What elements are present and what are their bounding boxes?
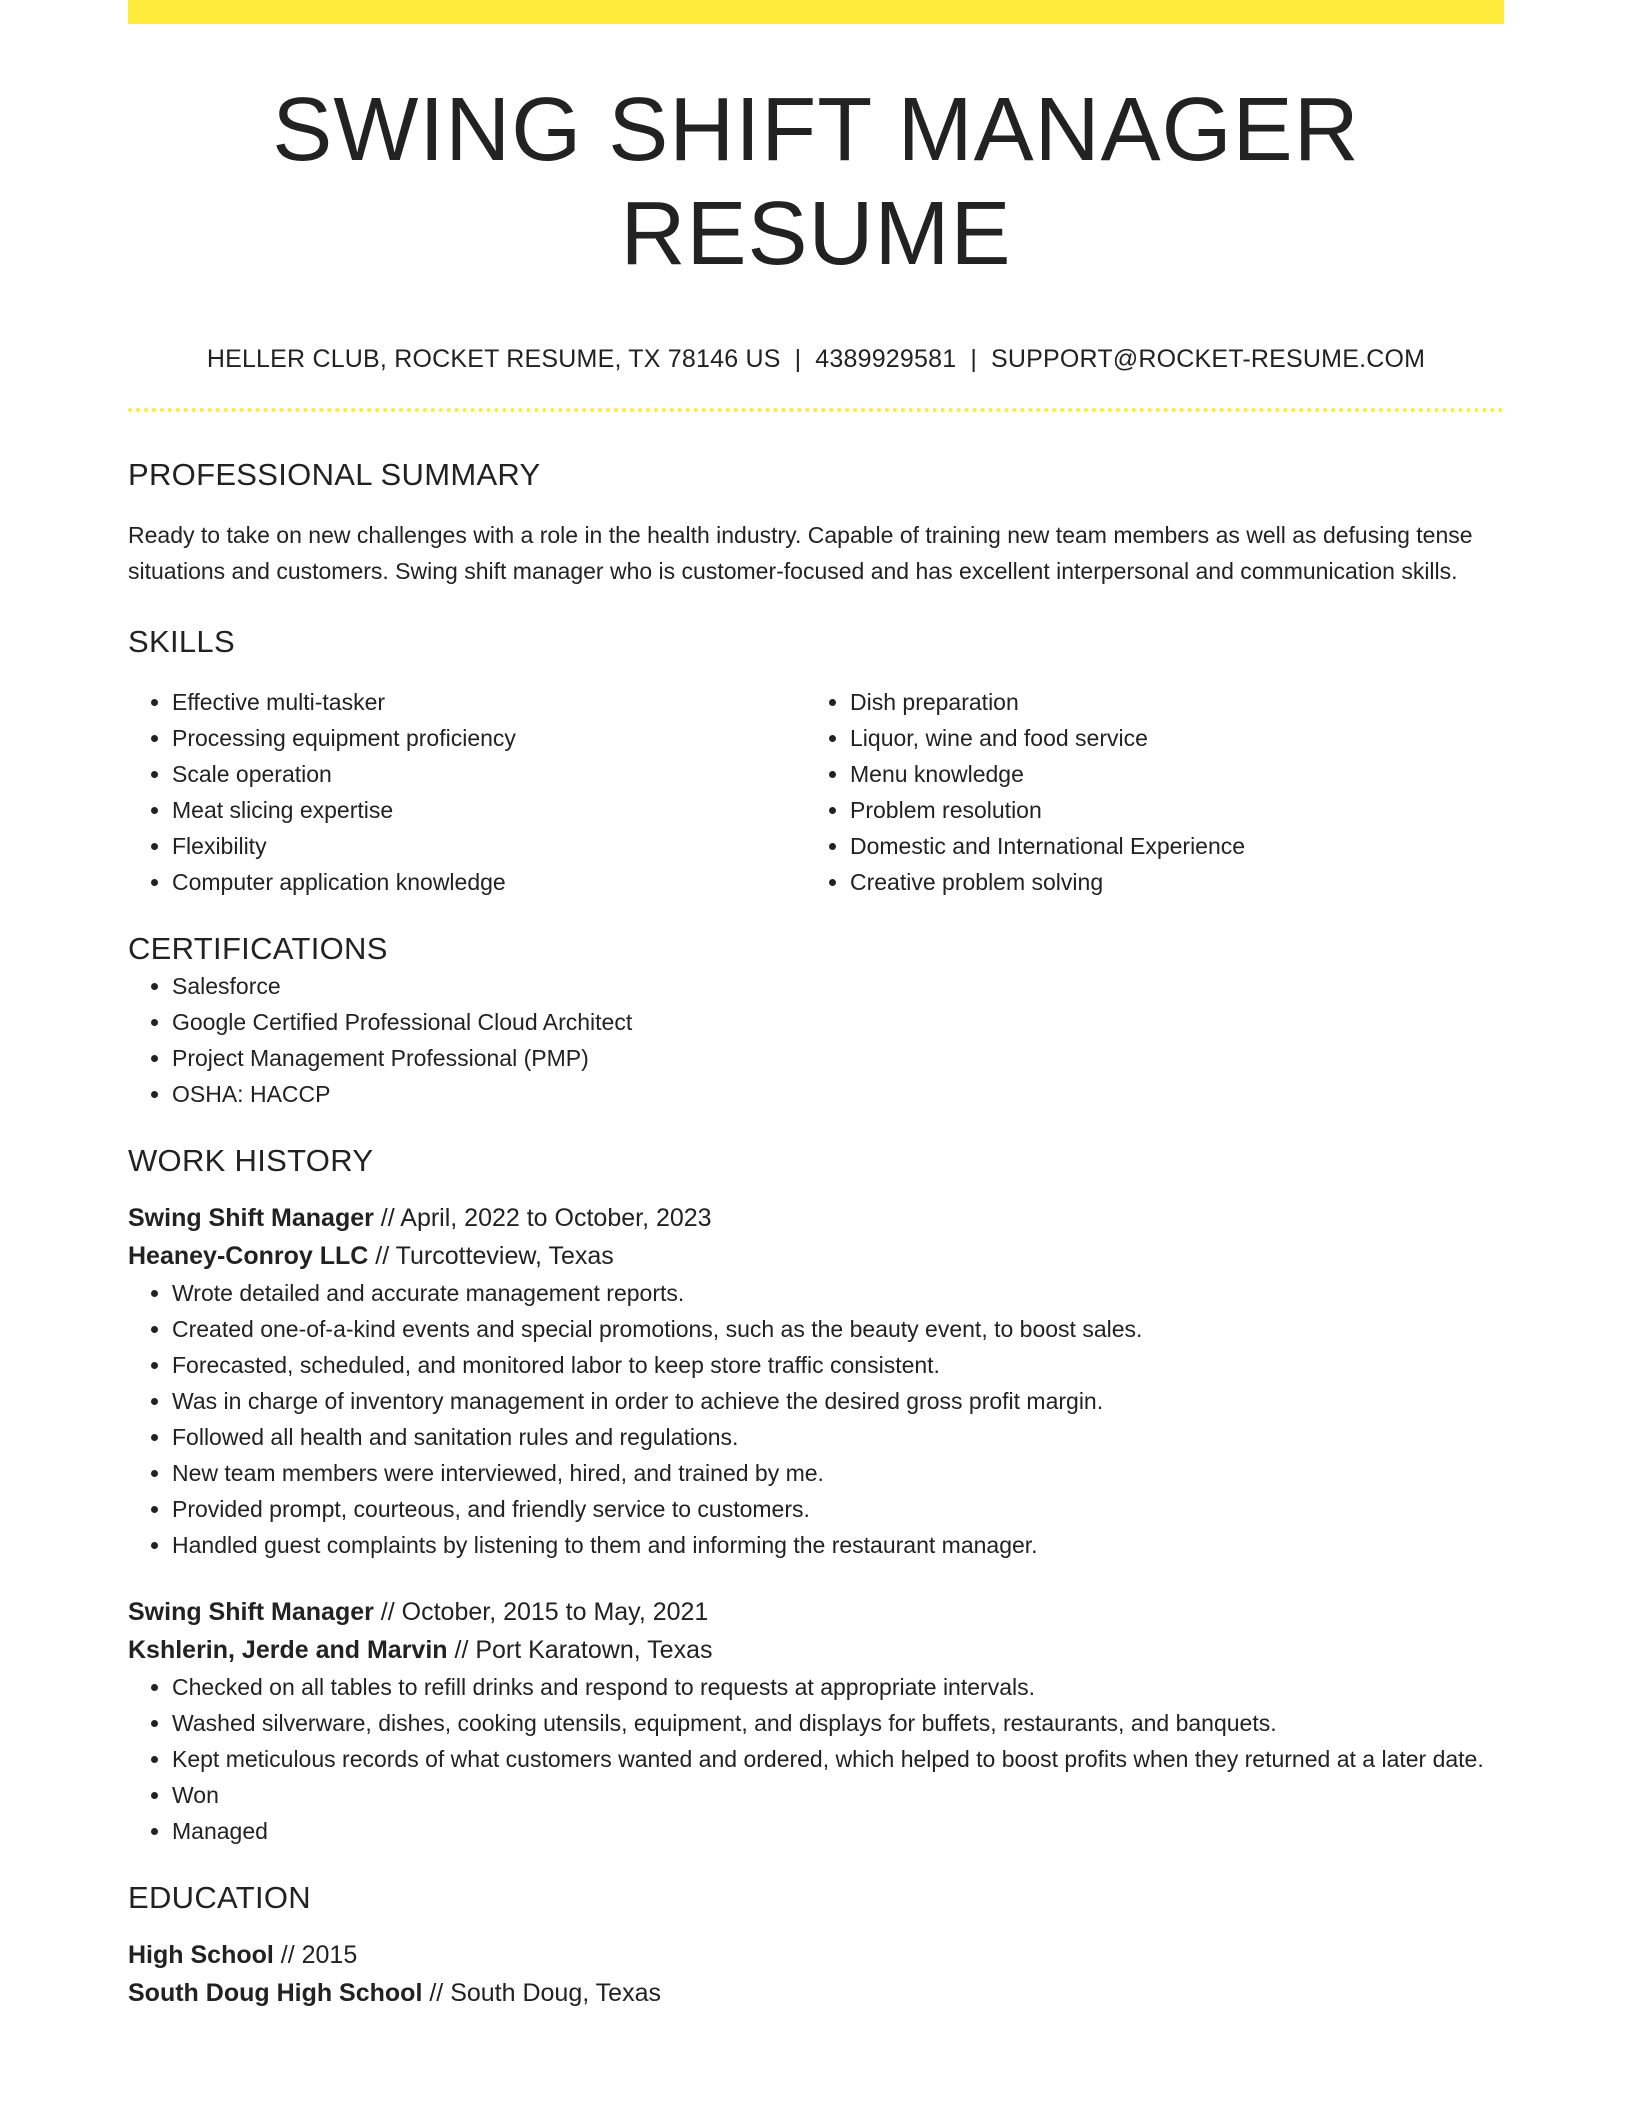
skill-item: • Liquor, wine and food service (850, 720, 1484, 756)
summary-text: Ready to take on new challenges with a role in the health industry. Capable of training new team members as well as defusing tense situations and customers. Swing shift manager who is customer-focused and has excellent interpersonal and communication skills. (128, 522, 1473, 585)
job-duty-item: • Managed (172, 1813, 1504, 1849)
certification-item: • OSHA: HACCP (172, 1076, 1504, 1112)
skill-item: • Dish preparation (850, 684, 1484, 720)
job-company: Kshlerin, Jerde and Marvin (128, 1635, 448, 1664)
job-duty-item: • Washed silverware, dishes, cooking utensils, equipment, and displays for buffets, restaurants, and banquets. (172, 1705, 1504, 1741)
job-dates: // April, 2022 to October, 2023 (373, 1203, 712, 1232)
contact-line (128, 344, 1504, 374)
job-role: Swing Shift Manager (128, 1203, 374, 1232)
skill-item: • Flexibility (172, 828, 806, 864)
job-duty-item: • New team members were interviewed, hired, and trained by me. (172, 1455, 1504, 1491)
resume-page (128, 0, 1504, 2012)
job-duty-item: • Wrote detailed and accurate management reports. (172, 1275, 1504, 1311)
job-duty-item: • Created one-of-a-kind events and special promotions, such as the beauty event, to boost sales. (172, 1311, 1504, 1347)
skill-item: • Domestic and International Experience (850, 828, 1484, 864)
education-school-line (128, 1974, 1504, 2012)
job-title-line (128, 1199, 1504, 1237)
job-duty-item: • Handled guest complaints by listening to them and informing the restaurant manager. (172, 1527, 1504, 1563)
education-location: // South Doug, Texas (422, 1978, 661, 2007)
skill-item: • Problem resolution (850, 792, 1484, 828)
job-company-line (128, 1631, 1504, 1669)
job-dates: // October, 2015 to May, 2021 (373, 1597, 709, 1626)
job-company: Heaney-Conroy LLC (128, 1241, 369, 1270)
skills-column-left (128, 684, 806, 900)
contact-phone: 4389929581 (815, 345, 957, 373)
contact-email: SUPPORT@ROCKET-RESUME.COM (991, 345, 1426, 373)
resume-title: SWING SHIFT MANAGER RESUME (272, 80, 1360, 284)
skills-column-right (806, 684, 1484, 900)
job-duty-item: • Checked on all tables to refill drinks and respond to requests at appropriate intervals. (172, 1669, 1504, 1705)
skill-item: • Meat slicing expertise (172, 792, 806, 828)
dotted-divider (128, 408, 1504, 412)
job-duty-item: • Provided prompt, courteous, and friendly service to customers. (172, 1491, 1504, 1527)
job-duty-item: • Was in charge of inventory management in order to achieve the desired gross profit margin. (172, 1383, 1504, 1419)
contact-address: HELLER CLUB, ROCKET RESUME, TX 78146 US (206, 345, 781, 373)
job-location: // Port Karatown, Texas (447, 1635, 713, 1664)
contact-separator: | (794, 345, 802, 373)
skills-list-right (806, 684, 1484, 900)
job-duties-list (128, 1275, 1504, 1563)
job-duty-item: • Forecasted, scheduled, and monitored labor to keep store traffic consistent. (172, 1347, 1504, 1383)
education-degree: High School (128, 1940, 274, 1969)
job-duty-item: • Won (172, 1777, 1504, 1813)
skills-list-left (128, 684, 806, 900)
certifications-heading: CERTIFICATIONS (128, 931, 388, 967)
skill-item: • Menu knowledge (850, 756, 1484, 792)
work-history-heading: WORK HISTORY (128, 1142, 374, 1178)
skill-item: • Scale operation (172, 756, 806, 792)
job-duties-list (128, 1669, 1504, 1849)
job-title-line (128, 1593, 1504, 1631)
certification-item: • Project Management Professional (PMP) (172, 1040, 1504, 1076)
skill-item: • Effective multi-tasker (172, 684, 806, 720)
top-accent-bar (128, 0, 1504, 24)
job-duty-item: • Followed all health and sanitation rules and regulations. (172, 1419, 1504, 1455)
summary-heading: PROFESSIONAL SUMMARY (128, 457, 541, 492)
skills-columns (128, 684, 1504, 900)
certifications-list (128, 968, 1504, 1112)
contact-separator: | (970, 345, 978, 373)
skill-item: • Computer application knowledge (172, 864, 806, 900)
skill-item: • Creative problem solving (850, 864, 1484, 900)
job-company-line (128, 1237, 1504, 1275)
skills-heading: SKILLS (128, 624, 235, 660)
education-heading: EDUCATION (128, 1879, 311, 1915)
education-year: // 2015 (273, 1940, 358, 1969)
education-degree-line (128, 1936, 1504, 1974)
job-role: Swing Shift Manager (128, 1597, 374, 1626)
job-location: // Turcotteview, Texas (368, 1241, 614, 1270)
certification-item: • Google Certified Professional Cloud Architect (172, 1004, 1504, 1040)
education-school: South Doug High School (128, 1978, 423, 2007)
certification-item: • Salesforce (172, 968, 1504, 1004)
skill-item: • Processing equipment proficiency (172, 720, 806, 756)
job-duty-item: • Kept meticulous records of what customers wanted and ordered, which helped to boost profits when they returned at a later date. (172, 1741, 1504, 1777)
